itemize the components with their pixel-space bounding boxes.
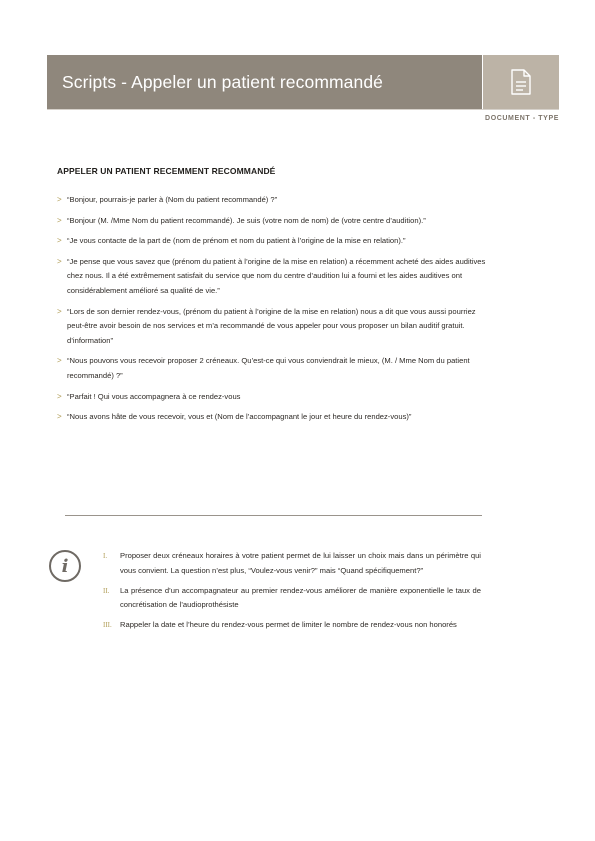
- script-text: “Bonjour (M. /Mme Nom du patient recommandé). Je suis (votre nom de nom) de (votre centre d’audition).”: [67, 215, 426, 225]
- script-list: [57, 193, 487, 431]
- script-item: [57, 255, 487, 299]
- script-text: “Bonjour, pourrais-je parler à (Nom du patient recommandé) ?”: [67, 195, 278, 204]
- arrow-icon: >: [57, 391, 62, 401]
- arrow-icon: >: [57, 306, 62, 316]
- script-text: “Je vous contacte de la part de (nom de prénom et nom du patient à l’origine de la mise en relation).”: [67, 236, 406, 246]
- script-text: “Parfait ! Qui vous accompagnera à ce rendez-vous: [67, 391, 241, 401]
- tip-numeral: II.: [103, 586, 110, 595]
- script-text: “Lors de son dernier rendez-vous, (prénom du patient à l’origine de la mise en relation) nous a dit que vous aussi pourriez peut-être avoir besoin de nos services et m’a recommandé de vous appeler pour vous proposer un bilan auditif gratuit. d’information”: [67, 306, 476, 345]
- script-text: “Je pense que vous savez que (prénom du patient à l’origine de la mise en relation) a récemment acheté des aides auditives chez nous. Il a été extrêmement satisfait du service que nom du centre d’audition lui a fourni et les aides auditives ont considérablement amélioré sa qualité de vie.”: [67, 256, 486, 295]
- info-icon: [49, 550, 81, 582]
- tip-numeral: I.: [103, 552, 108, 560]
- tip-item: [103, 618, 481, 633]
- script-item: [57, 305, 487, 349]
- tips-list: [103, 549, 481, 638]
- document-type-label: DOCUMENT - TYPE: [485, 115, 559, 122]
- tip-item: [103, 549, 481, 578]
- script-item: [57, 410, 487, 425]
- document-icon-box: [483, 55, 559, 109]
- tip-numeral: III.: [103, 621, 112, 630]
- arrow-icon: >: [57, 195, 62, 204]
- section-title: APPELER UN PATIENT RECEMMENT RECOMMANDÉ: [57, 166, 276, 176]
- tip-text: Rappeler la date et l’heure du rendez-vous permet de limiter le nombre de rendez-vous non honorés: [120, 620, 457, 630]
- tip-item: [103, 584, 481, 613]
- script-item: [57, 214, 487, 229]
- arrow-icon: >: [57, 412, 62, 422]
- script-item: [57, 354, 487, 383]
- info-glyph: i: [61, 555, 69, 577]
- header-bar: [47, 55, 482, 109]
- arrow-icon: >: [57, 356, 62, 366]
- tip-text: Proposer deux créneaux horaires à votre patient permet de lui laisser un choix mais dans un périmètre qui vous convient. La question n’est plus, “Voulez-vous venir?” mais “Quand spécifiquement?”: [120, 551, 481, 575]
- script-item: [57, 390, 487, 405]
- document-icon: [510, 69, 532, 95]
- arrow-icon: >: [57, 256, 62, 266]
- script-item: [57, 234, 487, 249]
- arrow-icon: >: [57, 215, 62, 225]
- section-divider: [65, 515, 482, 516]
- script-item: [57, 193, 487, 208]
- header-divider: [47, 109, 559, 110]
- script-text: “Nous pouvons vous recevoir proposer 2 créneaux. Qu’est-ce qui vous conviendrait le mieux, (M. / Mme Nom du patient recommandé) ?”: [67, 356, 470, 380]
- page-title: Scripts - Appeler un patient recommandé: [62, 71, 384, 92]
- script-text: “Nous avons hâte de vous recevoir, vous et (Nom de l’accompagnant le jour et heure du rendez-vous)”: [67, 412, 412, 422]
- tip-text: La présence d’un accompagnateur au premier rendez-vous améliorer de manière exponentielle le taux de concrétisation de l’audioprothésiste: [120, 585, 481, 610]
- arrow-icon: >: [57, 236, 62, 246]
